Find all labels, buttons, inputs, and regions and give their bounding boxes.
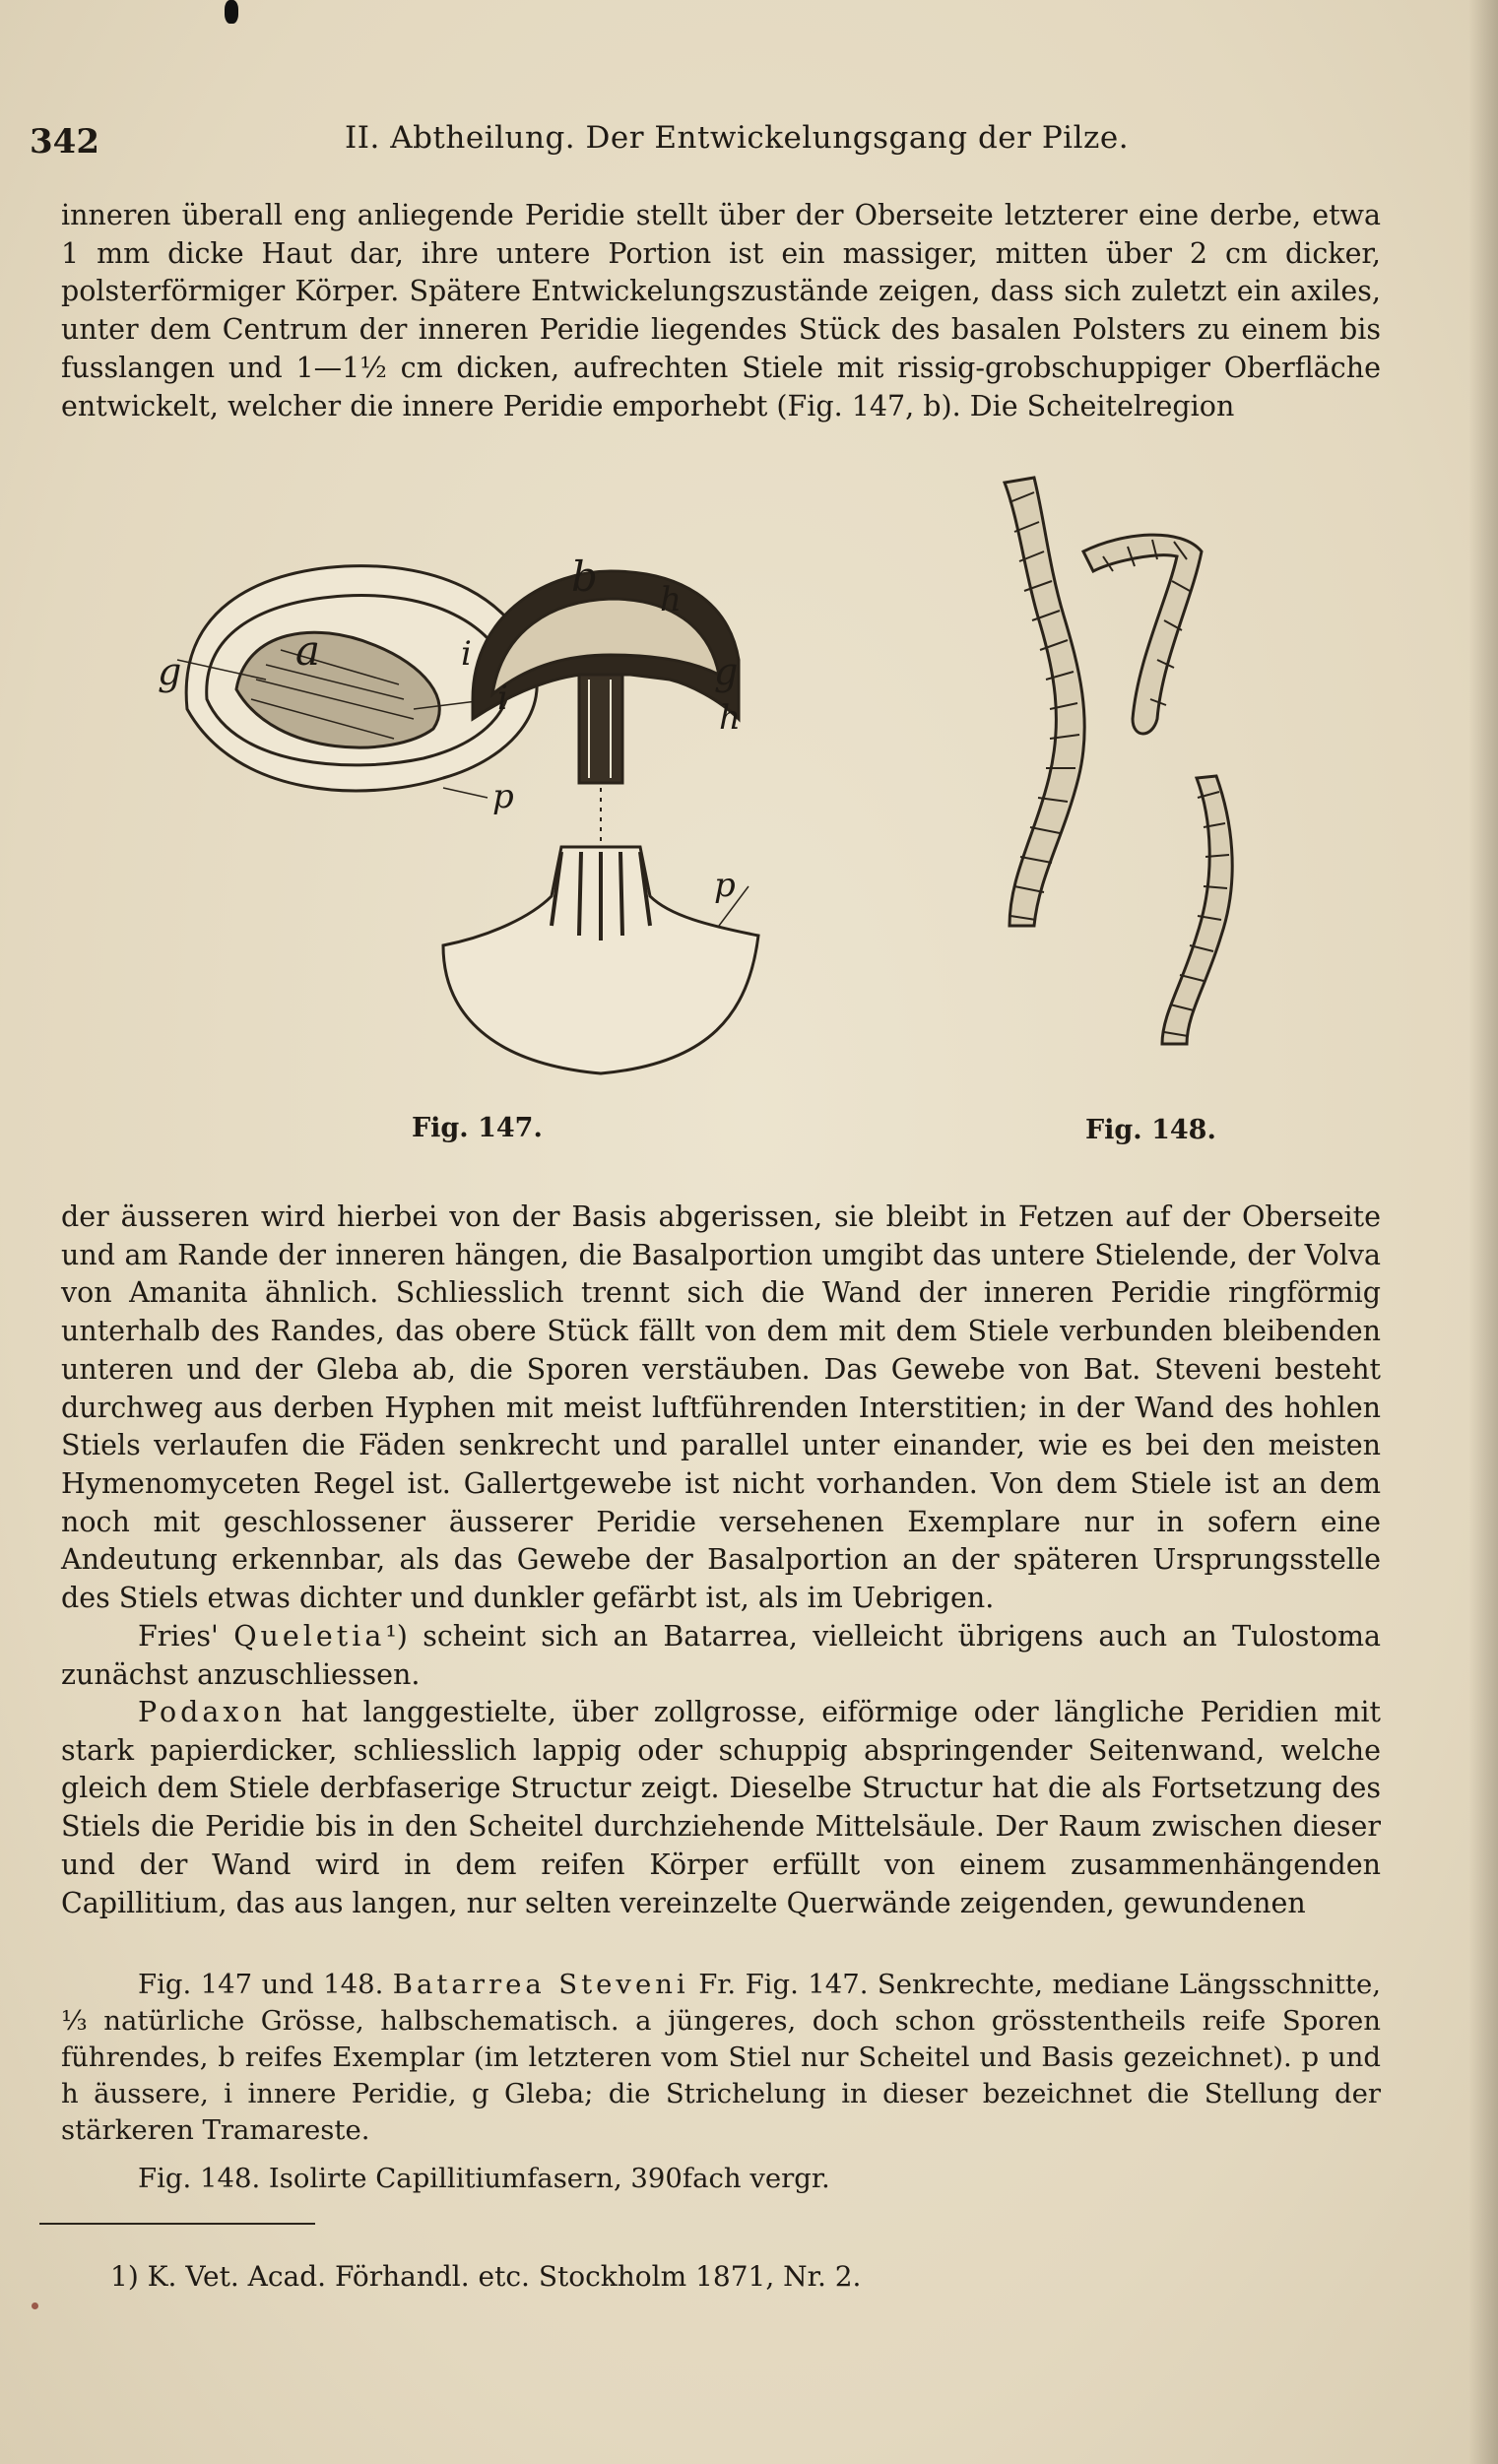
- figure-area: [118, 463, 1399, 1172]
- paragraph-4-text: hat langgestielte, über zollgrosse, eiförmige oder längliche Peridien mit stark papierdicker, schliesslich lappig oder schuppig abspringender Seitenwand, welche gleich dem Stiele derbfaserige Structur zeigt. Dieselbe Structur hat die als Fortsetzung des Stiels die Peridie bis in den Scheitel durchziehende Mittelsäule. Der Raum zwischen dieser und der Wand wird in dem reifen Körper erfüllt von einem zusammenhängenden Capillitium, das aus langen, nur selten vereinzelte Querwände zeigenden, gewundenen: [61, 1696, 1381, 1919]
- figure-caption-2: Fig. 148. Isolirte Capillitiumfasern, 390fach vergr.: [138, 2163, 830, 2194]
- fig-letter-p1: p: [492, 777, 514, 816]
- figure-caption-1: [61, 1967, 1381, 2149]
- page-header: [30, 118, 1408, 167]
- running-head: II. Abtheilung. Der Entwickelungsgang der Pilze.: [345, 120, 1130, 156]
- caption-1-text: Fr. Fig. 147. Senkrechte, mediane Längsschnitte, ⅓ natürliche Grösse, halbschematisch. a jüngeres, doch schon grösstentheils reife Sporen führendes, b reifes Exemplar (im letzteren vom Stiel nur Scheitel und Basis gezeichnet). p und h äussere, i innere Peridie, g Gleba; die Strichelung in dieser bezeichnet die Stellung der stärkeren Tramareste.: [61, 1969, 1381, 2146]
- paragraph-1: inneren überall eng anliegende Peridie stellt über der Oberseite letzterer eine derbe, etwa 1 mm dicke Haut dar, ihre untere Portion ist ein massiger, mitten über 2 cm dicker, polsterförmiger Körper. Spätere Entwickelungszustände zeigen, dass sich zuletzt ein axiles, unter dem Centrum der inneren Peridie liegendes Stück des basalen Polsters zu einem bis fusslangen und 1—1½ cm dicken, aufrechten Stiele mit rissig-grobschuppiger Oberfläche entwickelt, welcher die innere Peridie emporhebt (Fig. 147, b). Die Scheitelregion: [61, 199, 1381, 422]
- genus-podaxon: Podaxon: [138, 1696, 287, 1728]
- figure-illustrations: [118, 463, 1399, 1172]
- fig-letter-g1: g: [158, 650, 182, 693]
- fig-letter-b: b: [571, 552, 598, 601]
- paragraph-3-lead: Fries': [138, 1620, 219, 1653]
- fig-letter-i2: i: [461, 634, 472, 674]
- fig-letter-i1: i: [497, 679, 508, 718]
- footnote: 1) K. Vet. Acad. Förhandl. etc. Stockholm 1871, Nr. 2.: [110, 2260, 862, 2293]
- fig-letter-g2: g: [714, 650, 739, 693]
- paragraph-3-text: ¹) scheint sich an Batarrea, vielleicht übrigens auch an Tulostoma zunächst anzuschliessen.: [61, 1620, 1381, 1691]
- paragraph-4: [61, 1694, 1381, 1922]
- fig-letter-h1: h: [660, 580, 682, 619]
- page-number: 342: [30, 122, 99, 162]
- ink-spot: [32, 2302, 38, 2309]
- fig148-label: Fig. 148.: [1085, 1115, 1216, 1145]
- caption-1-lead: Fig. 147 und 148.: [138, 1969, 384, 2000]
- paragraph-3: [61, 1618, 1381, 1694]
- paragraph-2: der äusseren wird hierbei von der Basis abgerissen, sie bleibt in Fetzen auf der Oberseite und am Rande der inneren hängen, die Basalportion umgibt das untere Stielende, der Volva von Amanita ähnlich. Schliesslich trennt sich die Wand der inneren Peridie ringförmig unterhalb des Randes, das obere Stück fällt von dem mit dem Stiele verbunden bleibenden unteren und der Gleba ab, die Sporen verstäuben. Das Gewebe von Bat. Steveni besteht durchweg aus derben Hyphen mit meist luftführenden Interstitien; in der Wand des hohlen Stiels verlaufen die Fäden senkrecht und parallel unter einander, wie es bei den meisten Hymenomyceten Regel ist. Gallertgewebe ist nicht vorhanden. Von dem Stiele ist an dem noch mit geschlossener äusserer Peridie versehenen Exemplare nur in sofern eine Andeutung erkennbar, als das Gewebe der Basalportion an der späteren Ursprungsstelle des Stiels etwas dichter und dunkler gefärbt ist, als im Uebrigen.: [61, 1200, 1381, 1615]
- fig148-drawing: [1005, 478, 1232, 1044]
- fig-letter-a: a: [295, 626, 321, 675]
- fig147-label: Fig. 147.: [412, 1113, 543, 1143]
- ink-blot: [225, 0, 238, 24]
- species-name: Batarrea Steveni: [392, 1969, 689, 2000]
- fig-letter-h2: h: [719, 698, 741, 738]
- fig147b-drawing: [443, 571, 758, 1073]
- fig-letter-p2: p: [714, 866, 736, 905]
- footnote-divider: [39, 2223, 315, 2225]
- genus-queletia: Queletia: [233, 1620, 386, 1653]
- page-edge-shadow: [1468, 0, 1498, 2464]
